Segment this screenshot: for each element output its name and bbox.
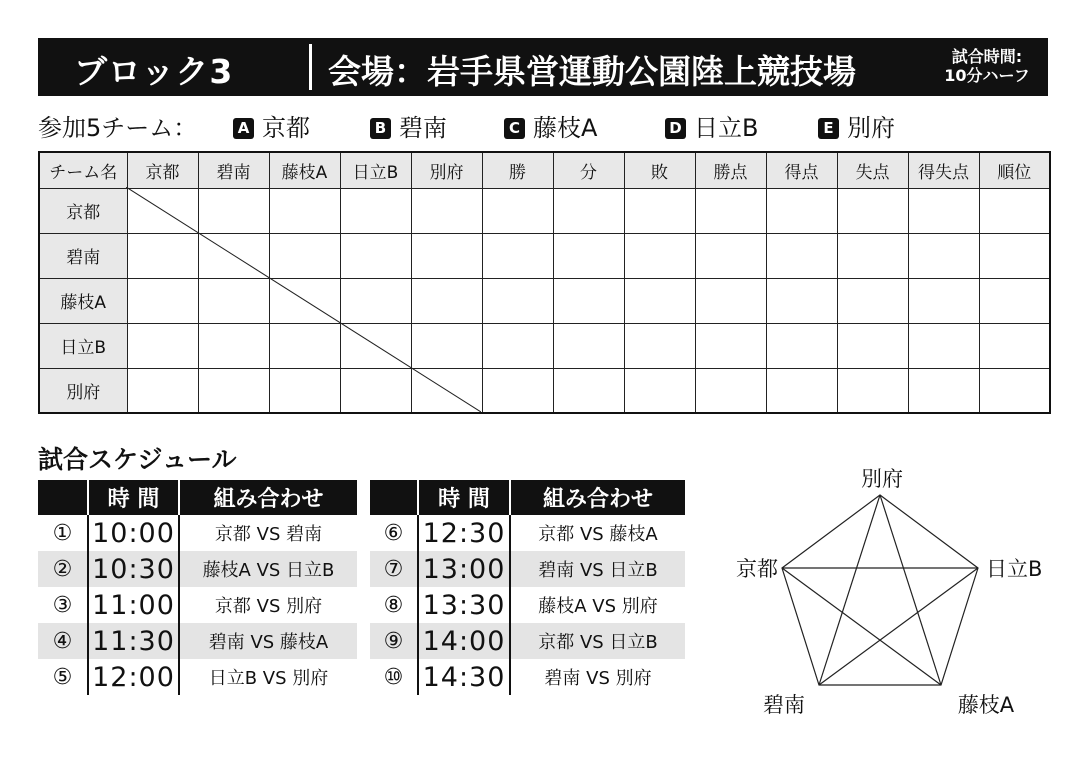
result-cell bbox=[340, 323, 411, 368]
match-number: ⑧ bbox=[383, 592, 404, 618]
stat-cell bbox=[979, 323, 1050, 368]
result-cell bbox=[269, 188, 340, 233]
row-team-name: 日立B bbox=[39, 323, 127, 368]
result-cell bbox=[198, 368, 269, 413]
stat-cell bbox=[695, 323, 766, 368]
match-pairing: 日立B VS 別府 bbox=[179, 659, 357, 695]
stat-cell bbox=[695, 278, 766, 323]
header-divider bbox=[309, 44, 312, 90]
stat-cell bbox=[837, 323, 908, 368]
stat-cell bbox=[837, 233, 908, 278]
stat-cell bbox=[482, 188, 553, 233]
schedule-row bbox=[370, 587, 685, 623]
match-time: 14:00 bbox=[418, 623, 510, 659]
standings-table bbox=[38, 151, 1051, 414]
header-cell: 日立B bbox=[340, 152, 411, 188]
result-cell bbox=[269, 323, 340, 368]
result-cell bbox=[127, 323, 198, 368]
result-cell bbox=[411, 188, 482, 233]
table-row bbox=[39, 323, 1050, 368]
schedule-row bbox=[38, 623, 357, 659]
match-number: ① bbox=[52, 520, 73, 546]
match-pairing: 京都 VS 日立B bbox=[510, 623, 685, 659]
stat-cell bbox=[908, 368, 979, 413]
result-cell bbox=[198, 323, 269, 368]
match-pairing: 碧南 VS 日立B bbox=[510, 551, 685, 587]
schedule-header-row bbox=[38, 480, 357, 515]
result-cell bbox=[340, 368, 411, 413]
team-badge: A bbox=[233, 118, 254, 139]
result-cell bbox=[198, 278, 269, 323]
stat-cell bbox=[766, 188, 837, 233]
stat-cell bbox=[979, 368, 1050, 413]
stat-cell bbox=[482, 278, 553, 323]
stat-cell bbox=[837, 188, 908, 233]
result-cell bbox=[411, 233, 482, 278]
match-time: 10:30 bbox=[88, 551, 179, 587]
stat-cell bbox=[908, 233, 979, 278]
team-entry-b bbox=[370, 108, 447, 143]
result-cell bbox=[411, 278, 482, 323]
stat-cell bbox=[695, 368, 766, 413]
result-cell bbox=[269, 368, 340, 413]
schedule-header-row bbox=[370, 480, 685, 515]
match-number: ⑥ bbox=[383, 520, 404, 546]
match-duration-label: 試合時間: bbox=[951, 47, 1023, 66]
row-team-name: 別府 bbox=[39, 368, 127, 413]
schedule-row bbox=[370, 623, 685, 659]
stat-cell bbox=[908, 278, 979, 323]
schedule-row bbox=[370, 659, 685, 695]
stat-cell bbox=[624, 278, 695, 323]
team-badge: D bbox=[665, 118, 686, 139]
header-cell: 失点 bbox=[837, 152, 908, 188]
result-cell bbox=[269, 278, 340, 323]
stat-cell bbox=[624, 233, 695, 278]
match-time: 12:00 bbox=[88, 659, 179, 695]
schedule-table-right bbox=[370, 480, 685, 695]
pentagon-label-top: 別府 bbox=[861, 467, 903, 491]
stat-cell bbox=[553, 323, 624, 368]
match-number: ④ bbox=[52, 628, 73, 654]
match-number: ⑤ bbox=[52, 664, 73, 690]
schedule-row bbox=[38, 515, 357, 551]
result-cell bbox=[269, 233, 340, 278]
match-time: 14:30 bbox=[418, 659, 510, 695]
match-line bbox=[880, 495, 941, 685]
header-cell: 敗 bbox=[624, 152, 695, 188]
stat-cell bbox=[837, 368, 908, 413]
stat-cell bbox=[837, 278, 908, 323]
header-cell: 分 bbox=[553, 152, 624, 188]
match-line bbox=[819, 495, 880, 685]
schedule-row bbox=[370, 515, 685, 551]
stat-cell bbox=[482, 323, 553, 368]
team-name: 碧南 bbox=[399, 114, 447, 142]
match-time: 13:00 bbox=[418, 551, 510, 587]
match-number: ② bbox=[52, 556, 73, 582]
result-cell bbox=[127, 278, 198, 323]
result-cell bbox=[127, 188, 198, 233]
match-time: 12:30 bbox=[418, 515, 510, 551]
header-cell: 京都 bbox=[127, 152, 198, 188]
table-row bbox=[39, 188, 1050, 233]
pentagon-label-right: 日立B bbox=[986, 557, 1043, 581]
header-cell: 勝 bbox=[482, 152, 553, 188]
schedule-row bbox=[38, 587, 357, 623]
result-cell bbox=[340, 188, 411, 233]
stat-cell bbox=[766, 278, 837, 323]
schedule-row bbox=[38, 659, 357, 695]
stat-cell bbox=[624, 188, 695, 233]
team-entry-d bbox=[665, 108, 758, 143]
match-pairing: 藤枝A VS 別府 bbox=[510, 587, 685, 623]
stat-cell bbox=[624, 368, 695, 413]
stat-cell bbox=[553, 188, 624, 233]
header-cell: 碧南 bbox=[198, 152, 269, 188]
match-duration-value: 10分ハーフ bbox=[944, 66, 1030, 85]
match-number: ⑩ bbox=[383, 664, 404, 690]
match-number: ③ bbox=[52, 592, 73, 618]
header-cell: 得点 bbox=[766, 152, 837, 188]
match-pairing: 碧南 VS 藤枝A bbox=[179, 623, 357, 659]
header-cell: 藤枝A bbox=[269, 152, 340, 188]
result-cell bbox=[198, 233, 269, 278]
team-entry-a bbox=[233, 108, 310, 143]
header-cell: 別府 bbox=[411, 152, 482, 188]
schedule-row bbox=[370, 551, 685, 587]
schedule-match-header: 組み合わせ bbox=[179, 480, 357, 515]
pentagon-label-bottom-left: 碧南 bbox=[763, 693, 805, 717]
stat-cell bbox=[553, 233, 624, 278]
stat-cell bbox=[766, 323, 837, 368]
schedule-row bbox=[38, 551, 357, 587]
stat-cell bbox=[695, 233, 766, 278]
match-duration bbox=[931, 47, 1043, 85]
stat-cell bbox=[979, 188, 1050, 233]
stat-cell bbox=[908, 323, 979, 368]
stat-cell bbox=[553, 368, 624, 413]
row-team-name: 京都 bbox=[39, 188, 127, 233]
stat-cell bbox=[553, 278, 624, 323]
match-number: ⑨ bbox=[383, 628, 404, 654]
round-robin-pentagon bbox=[700, 460, 1087, 740]
team-entry-e bbox=[818, 108, 895, 143]
schedule-time-header: 時 間 bbox=[88, 480, 179, 515]
match-number: ⑦ bbox=[383, 556, 404, 582]
match-pairing: 京都 VS 碧南 bbox=[179, 515, 357, 551]
result-cell bbox=[411, 323, 482, 368]
team-badge: E bbox=[818, 118, 839, 139]
schedule-match-header: 組み合わせ bbox=[510, 480, 685, 515]
stat-cell bbox=[766, 233, 837, 278]
match-pairing: 藤枝A VS 日立B bbox=[179, 551, 357, 587]
stat-cell bbox=[624, 323, 695, 368]
stat-cell bbox=[979, 278, 1050, 323]
table-row bbox=[39, 278, 1050, 323]
result-cell bbox=[411, 368, 482, 413]
row-team-name: 碧南 bbox=[39, 233, 127, 278]
venue-title: 会場：岩手県営運動公園陸上競技場 bbox=[328, 52, 856, 91]
header-cell: 得失点 bbox=[908, 152, 979, 188]
schedule-table-left bbox=[38, 480, 357, 695]
stat-cell bbox=[482, 233, 553, 278]
row-team-name: 藤枝A bbox=[39, 278, 127, 323]
team-badge: B bbox=[370, 118, 391, 139]
team-name: 藤枝A bbox=[533, 114, 598, 142]
match-line bbox=[782, 568, 941, 685]
team-badge: C bbox=[504, 118, 525, 139]
match-pairing: 碧南 VS 別府 bbox=[510, 659, 685, 695]
match-line bbox=[819, 568, 978, 685]
match-time: 13:30 bbox=[418, 587, 510, 623]
header-cell: 勝点 bbox=[695, 152, 766, 188]
stat-cell bbox=[695, 188, 766, 233]
pentagon-label-left: 京都 bbox=[736, 557, 778, 581]
stat-cell bbox=[766, 368, 837, 413]
match-time: 10:00 bbox=[88, 515, 179, 551]
schedule-time-header: 時 間 bbox=[418, 480, 510, 515]
standings-header-row bbox=[39, 152, 1050, 188]
team-name: 京都 bbox=[262, 114, 310, 142]
team-name: 日立B bbox=[694, 114, 759, 142]
result-cell bbox=[198, 188, 269, 233]
table-row bbox=[39, 233, 1050, 278]
header-cell: 順位 bbox=[979, 152, 1050, 188]
pentagon-lines bbox=[782, 495, 978, 685]
match-time: 11:30 bbox=[88, 623, 179, 659]
header-cell: チーム名 bbox=[39, 152, 127, 188]
table-row bbox=[39, 368, 1050, 413]
result-cell bbox=[340, 278, 411, 323]
schedule-number-header bbox=[38, 480, 88, 515]
block-title: ブロック3 bbox=[74, 52, 234, 91]
schedule-title: 試合スケジュール bbox=[38, 445, 237, 474]
team-name: 別府 bbox=[847, 114, 895, 142]
match-pairing: 京都 VS 藤枝A bbox=[510, 515, 685, 551]
match-time: 11:00 bbox=[88, 587, 179, 623]
pentagon-label-bottom-right: 藤枝A bbox=[957, 693, 1015, 717]
stat-cell bbox=[908, 188, 979, 233]
result-cell bbox=[127, 233, 198, 278]
stat-cell bbox=[979, 233, 1050, 278]
block-header bbox=[38, 38, 1048, 96]
result-cell bbox=[127, 368, 198, 413]
schedule-number-header bbox=[370, 480, 418, 515]
stat-cell bbox=[482, 368, 553, 413]
participants-label: 参加5チーム： bbox=[38, 114, 198, 142]
result-cell bbox=[340, 233, 411, 278]
team-entry-c bbox=[504, 108, 597, 143]
match-pairing: 京都 VS 別府 bbox=[179, 587, 357, 623]
